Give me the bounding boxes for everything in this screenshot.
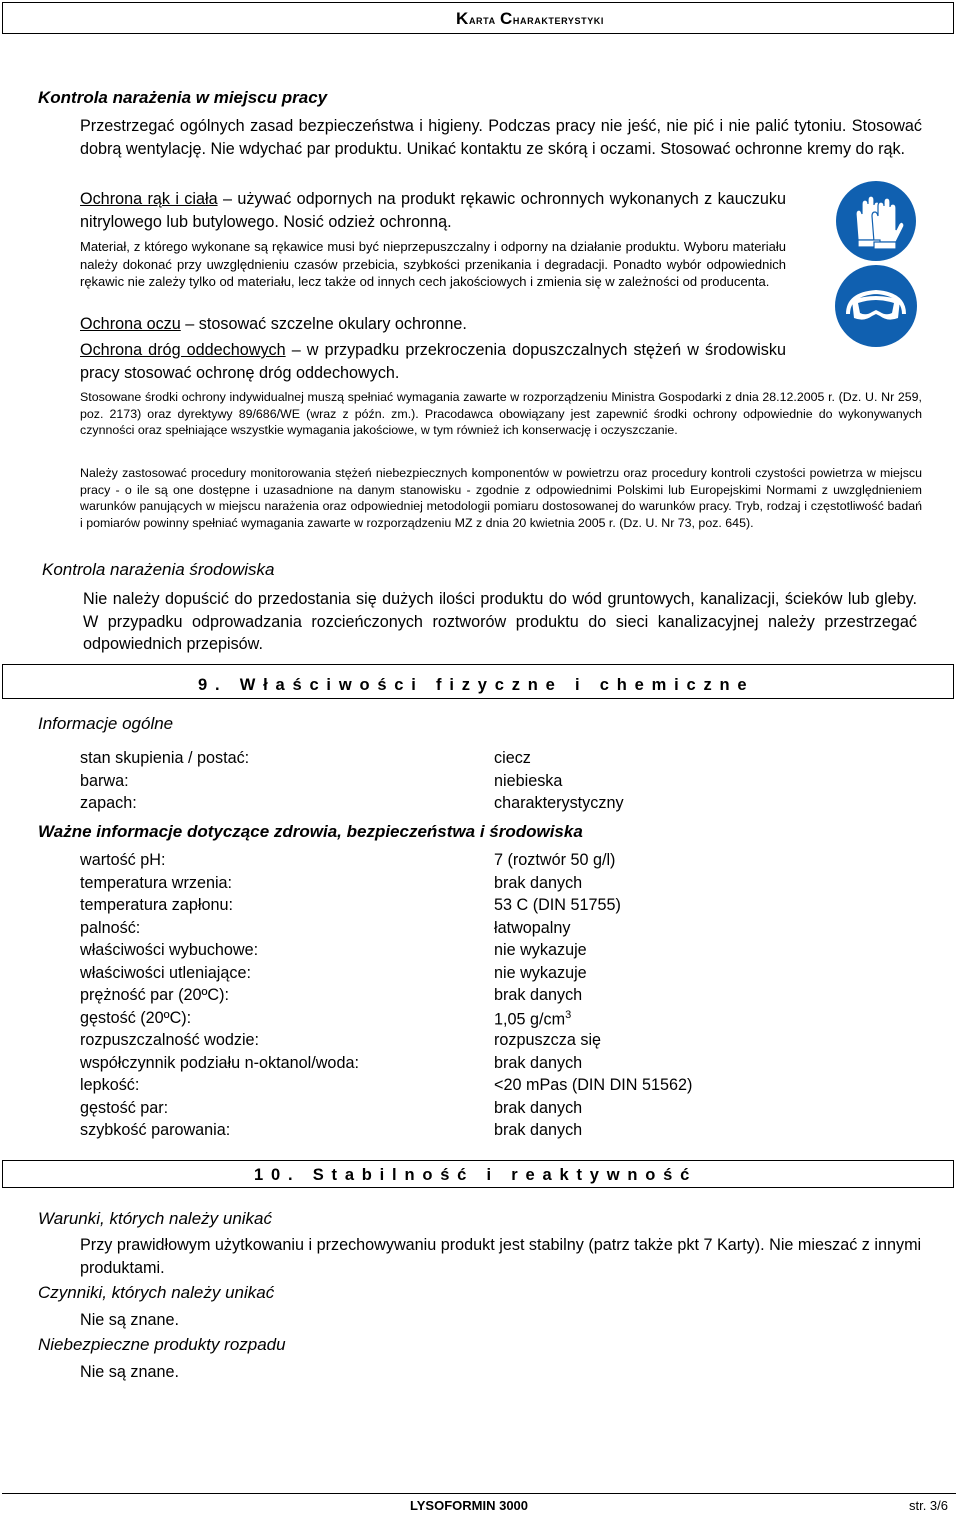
property-label: współczynnik podziału n-oktanol/woda:	[80, 1053, 359, 1072]
property-value-text: niebieska	[494, 771, 563, 790]
property-value	[494, 772, 562, 791]
property-value-text: charakterystyczny	[494, 794, 624, 812]
decomposition-heading: Niebezpieczne produkty rozpadu	[38, 1335, 286, 1354]
property-value-text: 1,05 g/cm	[494, 1009, 566, 1028]
property-label: prężność par (20ºC):	[80, 986, 229, 1004]
section-10-title: 10. Stabilność i reaktywność	[254, 1166, 698, 1184]
property-label: lepkość:	[80, 1076, 140, 1094]
eye-protection-label: Ochrona oczu	[80, 315, 181, 333]
avoid-conditions-heading: Warunki, których należy unikać	[38, 1209, 273, 1228]
gloves-icon	[834, 180, 918, 262]
property-value-text: ciecz	[494, 749, 531, 767]
respiratory-protection-label: Ochrona dróg oddechowych	[80, 341, 286, 359]
footer-product-name: LYSOFORMIN 3000	[410, 1498, 529, 1513]
property-value	[494, 1009, 571, 1029]
property-value	[494, 1099, 582, 1118]
document-title: Karta Charakterystyki	[456, 9, 604, 28]
property-value	[494, 1121, 582, 1140]
property-value-text: brak danych	[494, 1053, 583, 1072]
env-exposure-heading: Kontrola narażenia środowiska	[42, 560, 275, 579]
section-9-title: 9. Właściwości fizyczne i chemiczne	[198, 676, 755, 694]
property-value	[494, 794, 624, 813]
property-label: stan skupienia / postać:	[80, 749, 250, 767]
property-label: barwa:	[80, 771, 129, 790]
monitoring-text: Należy zastosować procedury monitorowania stężeń niebezpiecznych komponentów w powietrzu oraz procedury kontroli czystości powietrza w miejscu pracy - o ile są one dostępne i uzasadnione na danym stanowisku - zgodnie z odpowiednimi Polskimi lub Europejskimi Normami z uwzględnieniem warunków panujących w miejscu narażenia oraz odpowiedniej metodologii pomiaru dostosowanej do warunków pracy. Tryb, rodzaj i częstotliwość badań i pomiarów powinny spełniać wymagania zawarte w rozporządzeniu MZ z dnia 20 kwietnia 2005 r. (Dz. U. Nr 73, poz. 645).	[80, 466, 922, 530]
property-value	[494, 941, 587, 960]
property-label: temperatura zapłonu:	[80, 896, 233, 914]
hand-protection-text: Ochrona rąk i ciała – używać odpornych na produkt rękawic ochronnych wykonanych z kauczuku nitrylowego lub butylowego. Nosić odzież ochronną.	[80, 190, 786, 231]
footer-divider	[2, 1493, 956, 1494]
property-value	[494, 986, 582, 1005]
avoid-factors-text: Nie są znane.	[80, 1311, 179, 1329]
property-label: wartość pH:	[80, 851, 166, 869]
property-value	[494, 1054, 582, 1073]
goggles-icon	[834, 264, 918, 348]
eye-protection-text: Ochrona oczu – stosować szczelne okulary ochronne.	[80, 315, 467, 333]
property-label: rozpuszczalność wodzie:	[80, 1031, 260, 1049]
property-value-text: 7 (roztwór 50 g/l)	[494, 851, 616, 869]
property-label: zapach:	[80, 794, 137, 812]
property-label: temperatura wrzenia:	[80, 873, 233, 892]
footer-page-number: str. 3/6	[908, 1498, 948, 1513]
property-value	[494, 749, 531, 768]
property-label: palność:	[80, 918, 141, 937]
property-value	[494, 1076, 692, 1095]
property-value	[494, 851, 615, 870]
property-value-text: rozpuszcza się	[494, 1031, 602, 1049]
general-hygiene-text: Przestrzegać ogólnych zasad bezpieczeństwa i higieny. Podczas pracy nie jeść, nie pić i nie palić tytoniu. Stosować dobrą wentylację. Nie wdychać par produktu. Unikać kontaktu ze skórą i oczami. Stosować ochronne kremy do rąk.	[80, 117, 922, 158]
property-value-text: nie wykazuje	[494, 941, 587, 959]
property-value	[494, 874, 582, 893]
hand-protection-label: Ochrona rąk i ciała	[80, 190, 218, 208]
property-value-text: nie wykazuje	[494, 963, 587, 982]
property-label: gęstość (20ºC):	[80, 1008, 192, 1027]
property-value-text: łatwopalny	[494, 918, 571, 937]
property-value	[494, 919, 571, 938]
property-value-text: brak danych	[494, 986, 583, 1004]
env-exposure-text: Nie należy dopuścić do przedostania się dużych ilości produktu do wód gruntowych, kanalizacji, ścieków lub gleby. W przypadku odprowadzania rozcieńczonych roztworów produktu do sieci kanalizacyjnej należy przestrzegać odpowiednich przepisów.	[83, 590, 917, 654]
property-value	[494, 1031, 601, 1050]
property-label: gęstość par:	[80, 1098, 169, 1117]
general-info-heading: Informacje ogólne	[38, 714, 174, 733]
property-label: szybkość parowania:	[80, 1121, 231, 1139]
property-value	[494, 896, 621, 915]
important-info-heading: Ważne informacje dotyczące zdrowia, bezpieczeństwa i środowiska	[38, 822, 583, 841]
respiratory-protection-text: Ochrona dróg oddechowych – w przypadku przekroczenia dopuszczalnych stężeń w środowisku pracy stosować ochronę dróg oddechowych.	[80, 341, 786, 382]
decomposition-text: Nie są znane.	[80, 1363, 179, 1381]
property-value-text: 53 C (DIN 51755)	[494, 896, 621, 914]
avoid-conditions-text: Przy prawidłowym użytkowaniu i przechowywaniu produkt jest stabilny (patrz także pkt 7 Karty). Nie mieszać z innymi produktami.	[80, 1236, 922, 1277]
property-value	[494, 964, 587, 983]
workplace-exposure-heading: Kontrola narażenia w miejscu pracy	[38, 88, 328, 107]
property-value-text: <20 mPas (DIN DIN 51562)	[494, 1076, 693, 1094]
unit-exponent: 3	[565, 1008, 572, 1021]
property-value-text: brak danych	[494, 873, 583, 892]
avoid-factors-heading: Czynniki, których należy unikać	[38, 1283, 275, 1302]
glove-material-text: Materiał, z którego wykonane są rękawice musi być nieprzepuszczalny i odporny na działanie produktu. Wyboru materiału należy dokonać przy uwzględnieniu czasów przebicia, szybkości przenikania i degradacji. Ponadto wybór odpowiednich rękawic nie zależy tylko od materiału, lecz także od innych cech jakościowych i zmienia się w zależności od producenta.	[80, 239, 786, 289]
property-value-text: brak danych	[494, 1121, 583, 1139]
property-label: właściwości utleniające:	[80, 963, 251, 982]
property-label: właściwości wybuchowe:	[80, 941, 259, 959]
ppe-regulation-text: Stosowane środki ochrony indywidualnej muszą spełniać wymagania zawarte w rozporządzeniu Ministra Gospodarki z dnia 28.12.2005 r. (Dz. U. Nr 259, poz. 2173) oraz dyrektywy 89/686/WE (wraz z późn. zm.). Pracodawca obowiązany jest zapewnić środki ochrony odpowiednie do wykonywanych czynności oraz spełniające wszystkie wymagania jakościowe, w tym również ich konserwację i oczyszczanie.	[80, 390, 922, 437]
property-value-text: brak danych	[494, 1098, 583, 1117]
